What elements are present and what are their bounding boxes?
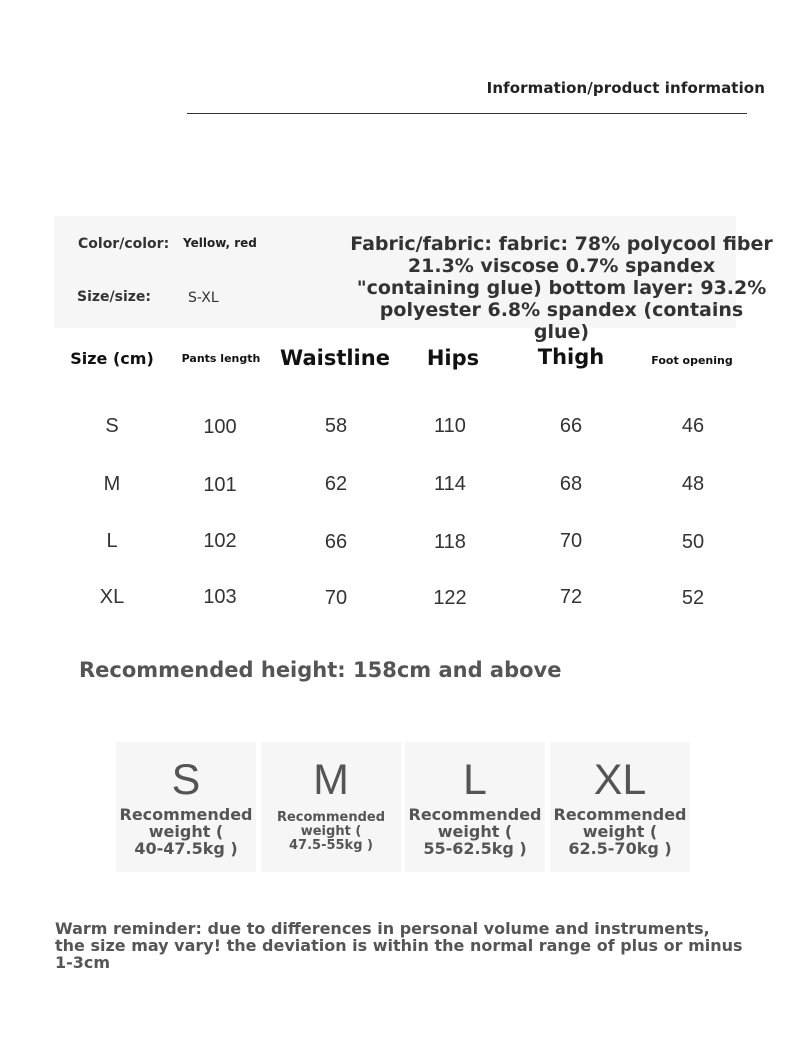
size-label: Size/size: [77,289,152,305]
table-cell-thigh: 68 [559,473,583,495]
header-waistline: Waistline [280,346,390,370]
size-card-rec-line1: Recommended [276,810,386,825]
table-cell-foot-opening: 52 [681,587,705,609]
table-cell-waistline: 58 [324,415,348,437]
size-card-rec-line2: weight ( [437,822,513,841]
fabric-composition: Fabric/fabric: fabric: 78% polycool fiber 21.3% viscose 0.7% spandex "containing glue) bottom layer: 93.2% polyester 6.8% spandex (contains glue) [350,233,773,343]
size-card-letter: L [463,756,487,804]
recommended-height: Recommended height: 158cm and above [79,658,562,682]
table-cell-foot-opening: 46 [681,415,705,437]
table-cell-waistline: 62 [324,473,348,495]
table-cell-pants-length: 101 [203,474,237,496]
size-value: S-XL [188,290,219,306]
table-cell-foot-opening: 50 [681,531,705,553]
table-cell-waistline: 70 [324,587,348,609]
table-cell-size: XL [99,586,125,608]
size-card-l [405,742,545,872]
header-divider [187,113,747,114]
size-card-rec-line1: Recommended [119,805,253,824]
color-value: Yellow, red [183,236,257,250]
size-card-s [116,742,256,872]
table-cell-hips: 122 [433,587,467,609]
table-cell-pants-length: 103 [203,586,237,608]
warm-reminder: Warm reminder: due to differences in personal volume and instruments, the size may vary! the deviation is within the normal range of plus or minus 1-3cm [55,919,743,972]
header-thigh: Thigh [537,345,605,369]
table-cell-thigh: 70 [559,530,583,552]
size-card-letter: XL [593,756,647,804]
size-card-rec-line1: Recommended [408,805,542,824]
table-cell-pants-length: 100 [203,416,237,438]
table-cell-waistline: 66 [324,531,348,553]
header-pants-length: Pants length [181,352,261,365]
header-foot-opening: Foot opening [651,354,733,367]
table-cell-size: M [103,473,121,495]
size-card-rec-line2: weight ( [300,824,362,839]
table-cell-hips: 110 [434,415,466,437]
size-card-weight: 55-62.5kg ) [423,839,527,858]
table-cell-thigh: 66 [559,415,583,437]
size-card-rec-line2: weight ( [148,822,224,841]
size-card-m [261,742,401,872]
size-card-weight: 62.5-70kg ) [568,839,672,858]
color-label: Color/color: [78,236,170,252]
table-cell-thigh: 72 [559,586,583,608]
size-card-letter: M [313,756,349,804]
table-cell-hips: 114 [434,473,466,495]
size-card-rec-line2: weight ( [582,822,658,841]
table-cell-size: S [105,415,119,437]
table-cell-hips: 118 [434,531,466,553]
table-cell-foot-opening: 48 [681,473,705,495]
size-card-rec-line1: Recommended [553,805,687,824]
table-cell-size: L [106,530,118,552]
size-card-weight: 47.5-55kg ) [289,838,373,853]
page-header-title: Information/product information [486,79,765,97]
table-cell-pants-length: 102 [203,530,237,552]
size-card-xl [550,742,690,872]
header-size: Size (cm) [70,349,154,368]
size-card-letter: S [171,756,201,804]
size-card-weight: 40-47.5kg ) [134,839,238,858]
header-hips: Hips [426,346,480,370]
